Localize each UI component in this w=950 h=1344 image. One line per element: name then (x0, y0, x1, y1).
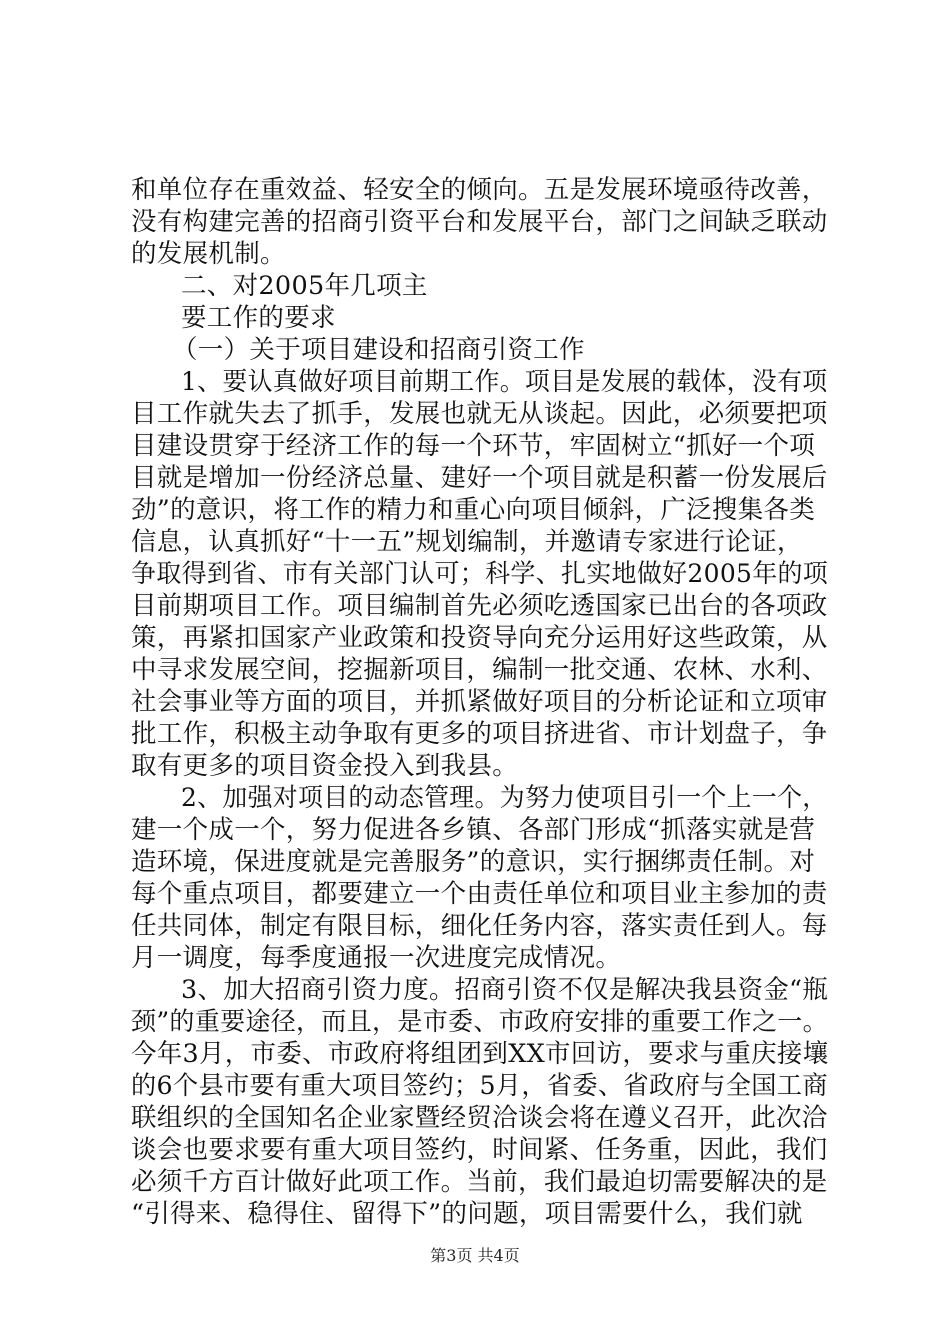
text-line: 信息，认真抓好“十一五”规划编制，并邀请专家进行论证， (131, 527, 803, 557)
text-line: 月一调度，每季度通报一次进度完成情况。 (131, 943, 622, 973)
text-line: 策，再紧扣国家产业政策和投资导向充分运用好这些政策，从 (131, 623, 828, 653)
text-line: 建一个成一个，努力促进各乡镇、各部门形成“抓落实就是营 (131, 815, 816, 845)
text-line: “引得来、稳得住、留得下”的问题，项目需要什么，我们就 (131, 1199, 803, 1229)
text-line: 社会事业等方面的项目，并抓紧做好项目的分析论证和立项审 (131, 687, 828, 717)
text-line: 目前期项目工作。项目编制首先必须吃透国家已出台的各项政 (131, 591, 828, 621)
text-line: 争取得到省、市有关部门认可；科学、扎实地做好2005年的项 (131, 559, 829, 589)
text-line: 每个重点项目，都要建立一个由责任单位和项目业主参加的责 (131, 879, 828, 909)
text-line: 1、要认真做好项目前期工作。项目是发展的载体，没有项 (181, 367, 828, 397)
text-line: 2、加强对项目的动态管理。为努力使项目引一个上一个， (181, 783, 828, 813)
section-heading: 要工作的要求 (181, 303, 336, 333)
text-line: 劲”的意识，将工作的精力和重心向项目倾斜，广泛搜集各类 (131, 495, 816, 525)
text-line: 今年3月，市委、市政府将组团到XX市回访，要求与重庆接壤 (131, 1039, 829, 1069)
text-line: 中寻求发展空间，挖掘新项目，编制一批交通、农林、水利、 (131, 655, 828, 685)
subsection-heading: （一）关于项目建设和招商引资工作 (172, 335, 585, 365)
text-line: 取有更多的项目资金投入到我县。 (131, 751, 519, 781)
text-line: 的6个县市要有重大项目签约；5月，省委、省政府与全国工商 (131, 1071, 828, 1101)
text-line: 必须千方百计做好此项工作。当前，我们最迫切需要解决的是 (131, 1167, 828, 1197)
text-line: 颈”的重要途径，而且，是市委、市政府安排的重要工作之一。 (131, 1007, 828, 1037)
text-line: 谈会也要求要有重大项目签约，时间紧、任务重，因此，我们 (131, 1135, 828, 1165)
text-line: 的发展机制。 (131, 239, 286, 269)
text-line: 造环境，保进度就是完善服务”的意识，实行捆绑责任制。对 (131, 847, 816, 877)
text-line: 批工作，积极主动争取有更多的项目挤进省、市计划盘子，争 (131, 719, 828, 749)
text-line: 任共同体，制定有限目标，细化任务内容，落实责任到人。每 (131, 911, 828, 941)
text-line: 没有构建完善的招商引资平台和发展平台，部门之间缺乏联动 (131, 207, 828, 237)
text-line: 目建设贯穿于经济工作的每一个环节，牢固树立“抓好一个项 (131, 431, 816, 461)
text-line: 目就是增加一份经济总量、建好一个项目就是积蓄一份发展后 (131, 463, 828, 493)
page-footer: 第3页 共4页 (430, 1246, 520, 1265)
text-line: 联组织的全国知名企业家暨经贸洽谈会将在遵义召开，此次洽 (131, 1103, 828, 1133)
text-line: 3、加大招商引资力度。招商引资不仅是解决我县资金“瓶 (181, 975, 829, 1005)
text-line: 和单位存在重效益、轻安全的倾向。五是发展环境亟待改善， (131, 175, 828, 205)
section-heading: 二、对2005年几项主 (181, 271, 428, 301)
text-line: 目工作就失去了抓手，发展也就无从谈起。因此，必须要把项 (131, 399, 828, 429)
